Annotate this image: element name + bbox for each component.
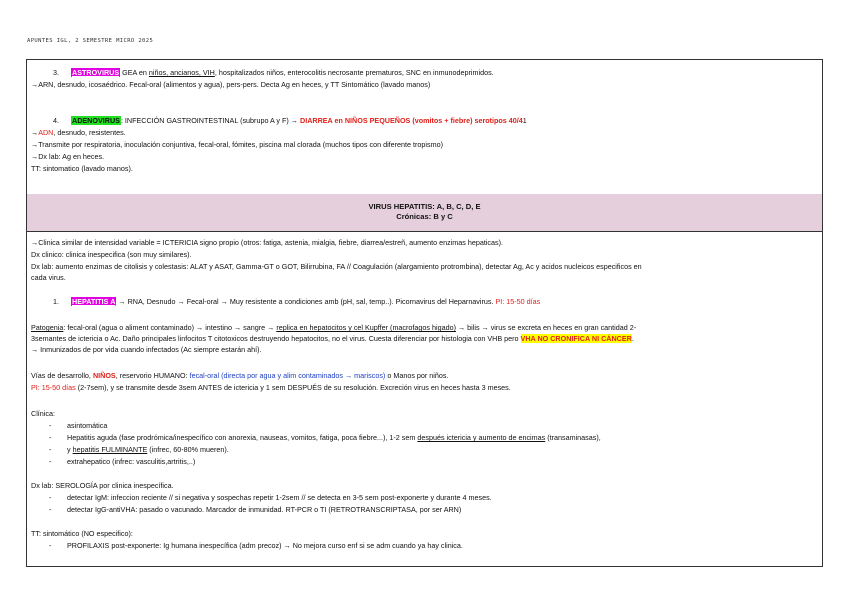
adenovirus-detail-2: →Transmite por respiratoria, inoculación conjuntiva, fecal-oral, fómites, piscina mal clorada (muchos tipos con diferente tropismo)	[31, 140, 443, 149]
bullet: -	[49, 421, 52, 430]
list-number: 4.	[53, 116, 59, 125]
text-underline: hepatitis FULMINANTE	[72, 445, 148, 454]
notes-table	[26, 59, 823, 567]
clinica-item-4	[49, 457, 195, 467]
bullet: -	[49, 445, 52, 454]
text: → RNA, Desnudo → Fecal-oral → Muy resistente a condiciones amb (pH, sal, temp..). Picornavirus del Heparnavirus.	[116, 297, 496, 306]
astrovirus-line	[53, 68, 494, 78]
list-number: 1.	[53, 297, 59, 306]
tt-title: TT: sintomático (NO especifico):	[31, 529, 133, 538]
patogenia-line-1	[31, 323, 636, 333]
text-red: DIARREA en NIÑOS PEQUEÑOS (vomitos + fiebre) serotipos 40/4	[300, 116, 523, 125]
text-red: NIÑOS	[92, 371, 116, 380]
text: .	[631, 334, 634, 343]
text: o Manos por niños.	[385, 371, 449, 380]
text-red: PI: 15-50 días	[31, 383, 76, 392]
text-red: PI: 15-50 días	[495, 297, 541, 306]
dx-item-1	[49, 493, 492, 503]
text: → bilis → virus se excreta en heces en gran cantidad 2-	[455, 323, 637, 332]
hepatitis-a-line	[53, 297, 540, 307]
section-subtitle: Crónicas: B y C	[396, 212, 453, 221]
bullet: -	[49, 541, 52, 550]
text: PROFILAXIS post-exponerte: Ig humana inespecífica (adm precoz) → No mejora curso enf si se adm cuando ya hay clinica.	[67, 541, 463, 550]
gastro-virus-cell	[27, 60, 822, 195]
astrovirus-detail: →ARN, desnudo, icosaédrico. Fecal-oral (alimentos y agua), pers-pers. Decta Ag en heces, y TT Sintomático (lavado manos)	[31, 80, 431, 89]
text: y	[67, 445, 73, 454]
bullet: -	[49, 433, 52, 442]
clinica-item-1	[49, 421, 107, 431]
text-underline: replica en hepatocitos y cel Kupffer (macrofagos higado)	[276, 323, 456, 332]
adenovirus-line	[53, 116, 527, 126]
list-number: 3.	[53, 68, 59, 77]
bullet: -	[49, 493, 52, 502]
intro-line-2: Dx clinico: clinica inespecifica (son muy similares).	[31, 250, 192, 259]
text: GEA en	[120, 68, 149, 77]
text: →	[31, 128, 39, 137]
text: Vías de desarrollo,	[31, 371, 93, 380]
text-blue: fecal-oral (directa por agua y alim contaminados → mariscos)	[189, 371, 386, 380]
adenovirus-detail-3: →Dx lab: Ag en heces.	[31, 152, 105, 161]
tt-item-1	[49, 541, 463, 551]
adenovirus-label: ADENOVIRUS	[72, 116, 120, 125]
text: 1	[522, 116, 527, 125]
text: (2-7sem), y se transmite desde 3sem ANTES de ictericia y 1 sem DESPUÉS de su resolución. Excreción virus en heces hasta 3 meses.	[75, 383, 511, 392]
text: : fecal-oral (agua o aliment contaminado) → intestino → sangre →	[63, 323, 277, 332]
text: (infrec, 60-80% mueren).	[147, 445, 229, 454]
text: detectar IgG-antiVHA: pasado o vacunado. Marcador de inmunidad. RT-PCR o TI (RETROTRANSCRIPTASA, por ser ARN)	[67, 505, 462, 514]
patogenia-line-3: → Inmunizados de por vida cuando infectados (Ac siempre estarán ahí).	[31, 345, 262, 354]
intro-line-4: cada virus.	[31, 273, 66, 282]
section-title: VIRUS HEPATITIS: A, B, C, D, E	[368, 202, 481, 211]
text: Hepatitis aguda (fase prodrómica/inespecífico con anorexia, nauseas, vomitos, fatiga, poca fiebre...), 1-2 sem	[67, 433, 418, 442]
dx-item-2	[49, 505, 461, 515]
text-underline: niños, ancianos, VIH	[148, 68, 215, 77]
text: (transaminasas),	[545, 433, 601, 442]
clinica-title: Clínica:	[31, 409, 55, 418]
clinica-item-2	[49, 433, 601, 443]
astrovirus-label: ASTROVIRUS	[72, 68, 120, 77]
highlight-yellow: VHA NO CRONIFICA NI CÁNCER	[520, 334, 632, 343]
text-red: ADN	[38, 128, 54, 137]
vias-line-2	[31, 383, 511, 393]
text-underline: después ictericia y aumento de encimas	[417, 433, 546, 442]
dx-title: Dx lab: SEROLOGÍA por clinica inespecífica.	[31, 481, 174, 490]
adenovirus-detail-1	[31, 128, 126, 138]
text: asintomática	[67, 421, 108, 430]
intro-line-1: →Clinica similar de intensidad variable = ICTERICIA signo propio (otros: fatiga, astenia, mialgia, fiebre, diarrea/estreñ, aumento enzimas hepaticas).	[31, 238, 504, 247]
hepatitis-section-header	[27, 194, 822, 232]
bullet: -	[49, 457, 52, 466]
text-underline: Patogenia	[31, 323, 64, 332]
bullet: -	[49, 505, 52, 514]
text: 3semantes de ictericia o Ac. Daño principales linfocitos T citotoxicos destruyendo hepatocitos, no el virus. Cuesta diferenciar por histologia con VHB pero	[31, 334, 521, 343]
text: , hospitalizados niños, enterocolitis necrosante prematuros, SNC en inmunodeprimidos.	[214, 68, 494, 77]
adenovirus-detail-4: TT: sintomatico (lavado manos).	[31, 164, 133, 173]
vias-line-1	[31, 371, 448, 381]
clinica-item-3	[49, 445, 229, 455]
text: , desnudo, resistentes.	[53, 128, 126, 137]
document-header: APUNTES IGL, 2 SEMESTRE MICRO 2025	[27, 38, 154, 44]
patogenia-line-2	[31, 334, 634, 344]
intro-line-3: Dx lab: aumento enzimas de citolisis y colestasis: ALAT y ASAT, Gamma-GT o GOT, Bilirrubina, FA // Coagulación (alargamiento protrombina), detectar Ag, Ac y acidos nucleicos especificos en	[31, 262, 642, 271]
text: extrahepatico (infrec: vasculitis,artritis,..)	[67, 457, 196, 466]
text: , reservorio HUMANO:	[115, 371, 190, 380]
text: detectar IgM: infeccion reciente // si negativa y sospechas repetir 1-2sem // se detecta en 3-5 sem post-exponerte y durante 4 meses.	[67, 493, 492, 502]
hepatitis-a-label: HEPATITIS A	[72, 297, 116, 306]
text: : INFECCIÓN GASTROINTESTINAL (subrupo A y F) →	[120, 116, 300, 125]
